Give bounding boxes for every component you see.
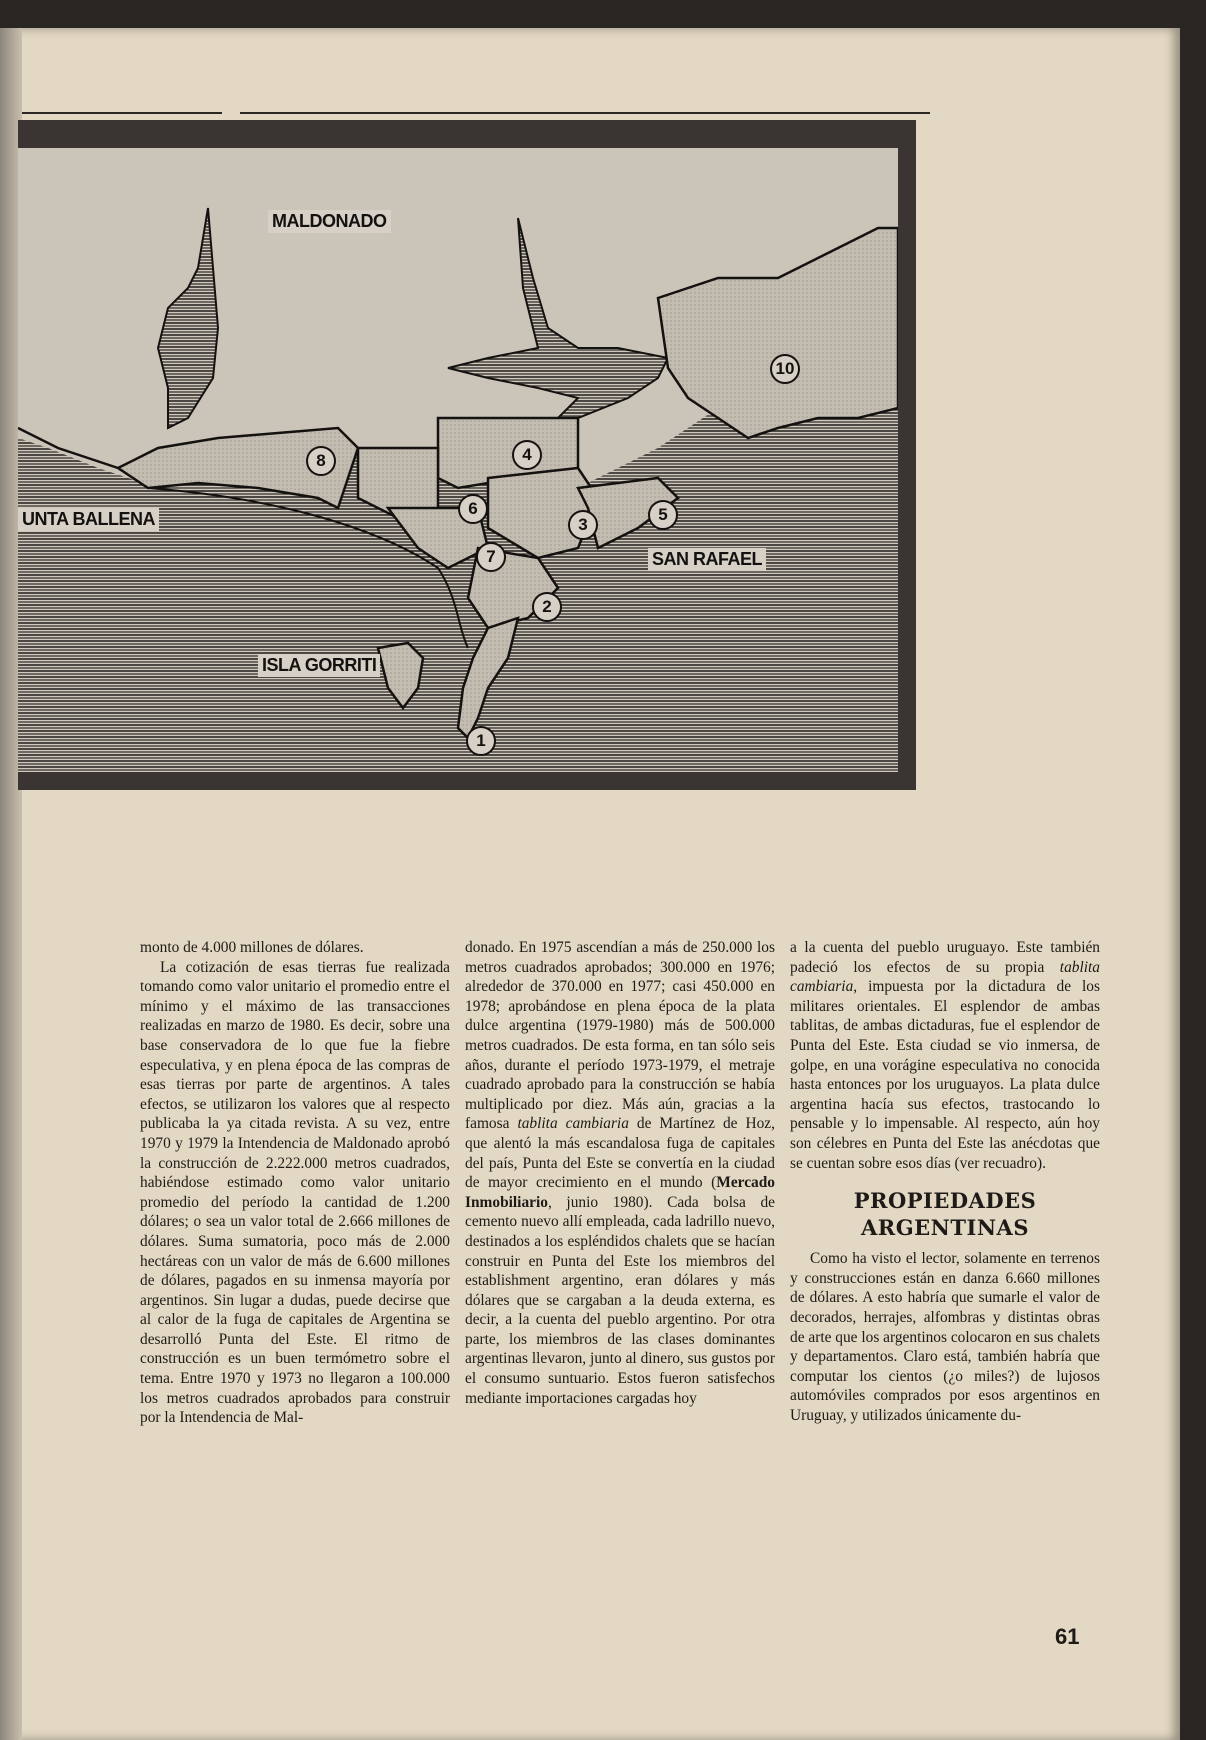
map-drawing bbox=[18, 148, 898, 772]
col2-text-a: donado. En 1975 ascendían a más de 250.000 los metros cuadrados aprobados; 300.000 en 1976; alrededor de 370.000 en 1977; casi 450.000 en 1978; aprobándose en plena época de la plata dulce argentina (1979-1980) más de 500.000 metros cuadrados. De esta forma, en tan sólo seis años, durante el período 1973-1979, el metraje cuadrado aprobado para la construcción se había multiplicado por diez. Más aún, gracias a la famosa bbox=[465, 939, 775, 1133]
col2-italic-tablita: tablita cambiaria bbox=[517, 1115, 629, 1133]
label-punta-ballena: UNTA BALLENA bbox=[18, 508, 159, 531]
zone-marker-2: 2 bbox=[532, 592, 562, 622]
col3-italic-tablita: tablita cambiaria bbox=[790, 958, 1100, 996]
label-san-rafael: SAN RAFAEL bbox=[648, 548, 766, 571]
col2-text-c: , junio 1980). Cada bolsa de cemento nuevo allí empleada, cada ladrillo nuevo, destinados a los espléndidos chalets que se hacían construir en Punta del Este los miembros del establishment argentino, eran dólares y más dólares que se cargaban a la deuda externa, es decir, a la cuenta del pueblo argentino. Por otra parte, los miembros de las clases dominantes argentinas llevaron, junto al dinero, sus gustos por el consumo suntuario. Estos fueron satisfechos mediante importaciones cargadas hoy bbox=[465, 1193, 775, 1407]
article-column-2 bbox=[465, 938, 775, 1408]
col2-paragraph bbox=[465, 938, 775, 1408]
col1-paragraph-2: La cotización de esas tierras fue realizada tomando como valor unitario el promedio entre el mínimo y el máximo de las transacciones realizadas en marzo de 1980. Es decir, sobre una base conservadora de lo que fue la fiebre especulativa, y en plena época de las compras de esas tierras por parte de argentinos. A tales efectos, se utilizaron los valores que al respecto publicaba la ya citada revista. A su vez, entre 1970 y 1979 la Intendencia de Maldonado aprobó la construcción de 2.222.000 metros cuadrados, habiéndose estimado como valor unitario promedio del período la cantidad de 1.200 dólares; o sea un valor total de 2.666 millones de dólares. Suma sumatoria, poco más de 2.000 hectáreas con un valor de más de 6.600 millones de dólares, pagados en su inmensa mayoría por argentinos. Sin lugar a dudas, puede decirse que al calor de la fuga de capitales de Argentina se desarrolló Punta del Este. El ritmo de construcción es un buen termómetro sobre el tema. Entre 1970 y 1973 no llegaron a 100.000 los metros cuadrados aprobados para construir por la Intendencia de Mal- bbox=[140, 958, 450, 1427]
zone-marker-10: 10 bbox=[770, 354, 800, 384]
map-area bbox=[18, 148, 898, 772]
top-rule-right bbox=[240, 112, 930, 114]
label-maldonado: MALDONADO bbox=[268, 210, 391, 233]
col2-bold-mercado: Mercado Inmobiliario bbox=[465, 1174, 775, 1211]
zone-marker-5: 5 bbox=[648, 500, 678, 530]
label-isla-gorriti: ISLA GORRITI bbox=[258, 654, 380, 677]
section-heading: PROPIEDADES ARGENTINAS bbox=[853, 1188, 1037, 1241]
zone-marker-1: 1 bbox=[466, 726, 496, 756]
col2-text-b: de Martínez de Hoz, que alentó la más escandalosa fuga de capitales del país, Punta del Este se convertía en la ciudad de mayor crecimiento en el mundo ( bbox=[465, 1115, 775, 1192]
zone-marker-6: 6 bbox=[458, 494, 488, 524]
col3-text-a: a la cuenta del pueblo uruguayo. Este también padeció los efectos de su propia bbox=[790, 939, 1100, 976]
col1-paragraph-1: monto de 4.000 millones de dólares. bbox=[140, 939, 364, 956]
magazine-page bbox=[0, 28, 1180, 1740]
col3-paragraph-2: Como ha visto el lector, solamente en terrenos y construcciones están en danza 6.660 millones de dólares. A esto habría que sumarle el valor de decorados, herrajes, alfombras y distintas obras de arte que los argentinos colocaron en sus chalets y departamentos. Claro está, también habría que computar los cientos (¿o miles?) de lujosos automóviles comprados por esos argentinos en Uruguay, y utilizados únicamente du- bbox=[790, 1250, 1100, 1424]
map-figure bbox=[18, 120, 916, 790]
col3-text-b: , impuesta por la dictadura de los militares orientales. El esplendor de ambas tablitas, de ambas dictaduras, fue el esplendor de Punta del Este. Esta ciudad se vio inmersa, de golpe, en una vorágine especulativa no conocida hasta entonces por los uruguayos. La plata dulce argentina hacía sus efectos, trastocando lo pensable y lo impensable. Al respecto, aún hoy son célebres en Punta del Este las anécdotas que se cuentan sobre esos días (ver recuadro). bbox=[790, 978, 1100, 1172]
col3-paragraph-1 bbox=[790, 938, 1100, 1173]
top-rule-left bbox=[22, 112, 222, 114]
article-column-1 bbox=[140, 938, 450, 1428]
page-number: 61 bbox=[1055, 1624, 1080, 1649]
zone-marker-4: 4 bbox=[512, 440, 542, 470]
zone-marker-3: 3 bbox=[568, 510, 598, 540]
zone-marker-7: 7 bbox=[476, 542, 506, 572]
article-column-3 bbox=[790, 938, 1100, 1425]
zone-marker-8: 8 bbox=[306, 446, 336, 476]
